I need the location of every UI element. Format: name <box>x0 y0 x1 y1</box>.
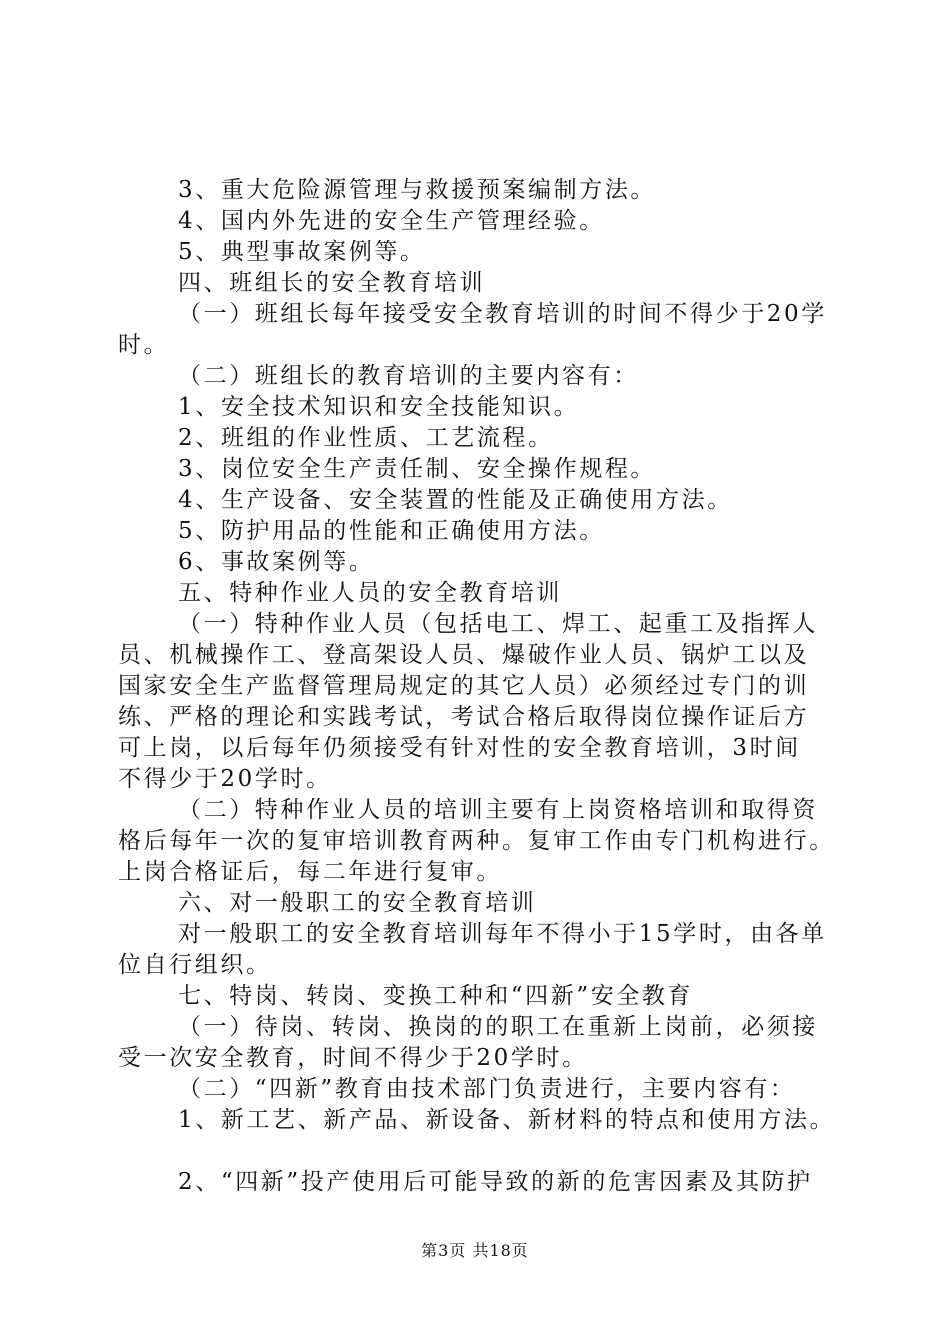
page-footer: 第3页 共18页 <box>421 1241 529 1260</box>
text-line: 位自行组织。 <box>118 952 272 978</box>
text-line: 4、国内外先进的安全生产管理经验。 <box>178 208 605 234</box>
text-line: 6、事故案例等。 <box>178 549 375 575</box>
text-line: 上岗合格证后，每二年进行复审。 <box>118 859 502 885</box>
text-line: 5、防护用品的性能和正确使用方法。 <box>178 518 605 544</box>
document-body <box>118 175 848 1198</box>
text-line: 对一般职工的安全教育培训每年不得小于15学时，由各单 <box>178 921 827 947</box>
text-line: 可上岗，以后每年仍须接受有针对性的安全教育培训，3时间 <box>118 735 801 761</box>
section-heading: 五、特种作业人员的安全教育培训 <box>178 580 562 606</box>
section-heading: 四、班组长的安全教育培训 <box>178 270 486 296</box>
text-line: 国家安全生产监督管理局规定的其它人员）必须经过专门的训 <box>118 673 810 699</box>
text-line: 练、严格的理论和实践考试，考试合格后取得岗位操作证后方 <box>118 704 810 730</box>
text-line: （一）特种作业人员（包括电工、焊工、起重工及指挥人 <box>178 611 818 637</box>
text-line: 2、“四新”投产使用后可能导致的新的危害因素及其防护 <box>178 1169 813 1195</box>
blank-line <box>118 1136 848 1167</box>
text-line: 时。 <box>118 332 170 358</box>
text-line: 5、典型事故案例等。 <box>178 239 426 265</box>
text-line: 1、新工艺、新产品、新设备、新材料的特点和使用方法。 <box>178 1107 836 1133</box>
text-line: （二）班组长的教育培训的主要内容有： <box>178 363 639 389</box>
section-heading: 六、对一般职工的安全教育培训 <box>178 890 537 916</box>
text-line: 2、班组的作业性质、工艺流程。 <box>178 425 554 451</box>
section-heading: 七、特岗、转岗、变换工种和“四新”安全教育 <box>178 983 694 1009</box>
text-line: （一）待岗、转岗、换岗的的职工在重新上岗前，必须接 <box>178 1014 818 1040</box>
text-line: 4、生产设备、安全装置的性能及正确使用方法。 <box>178 487 733 513</box>
text-line: （二）特种作业人员的培训主要有上岗资格培训和取得资 <box>178 797 818 823</box>
text-line: 3、岗位安全生产责任制、安全操作规程。 <box>178 456 657 482</box>
text-line: （一）班组长每年接受安全教育培训的时间不得少于20学 <box>178 301 827 327</box>
text-line: 不得少于20学时。 <box>118 766 332 792</box>
text-line: （二）“四新”教育由技术部门负责进行，主要内容有： <box>178 1076 796 1102</box>
text-line: 3、重大危险源管理与救援预案编制方法。 <box>178 177 657 203</box>
text-line: 1、安全技术知识和安全技能知识。 <box>178 394 580 420</box>
text-line: 员、机械操作工、登高架设人员、爆破作业人员、锅炉工以及 <box>118 642 810 668</box>
text-line: 受一次安全教育，时间不得少于20学时。 <box>118 1045 588 1071</box>
text-line: 格后每年一次的复审培训教育两种。复审工作由专门机构进行。 <box>118 828 835 854</box>
